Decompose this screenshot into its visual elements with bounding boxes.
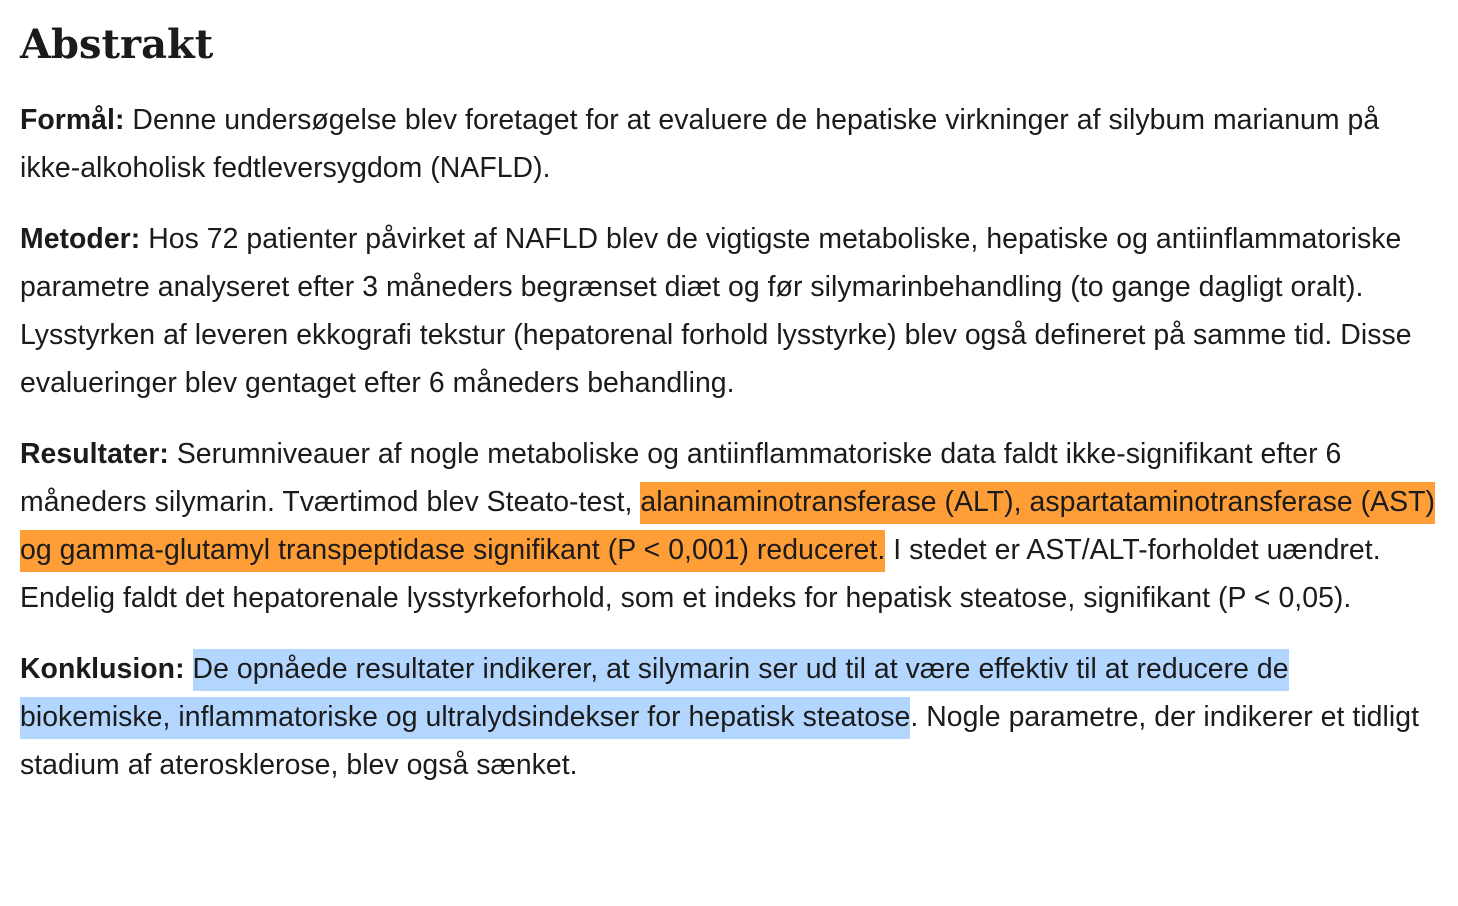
conclusion-text-after: . Nogle parametre, der indikerer et tidligt stadium af aterosklerose, blev også sænket. — [20, 701, 1420, 781]
results-label: Resultater: — [20, 438, 169, 470]
results-paragraph — [20, 430, 1445, 622]
purpose-paragraph — [20, 96, 1445, 192]
methods-text: Hos 72 patienter påvirket af NAFLD blev de vigtigste metaboliske, hepatiske og antiinflammatoriske parametre analyseret efter 3 måneders begrænset diæt og før silymarinbehandling (to gange dagligt oralt). Lysstyrken af leveren ekkografi tekstur (hepatorenal forhold lysstyrke) blev også defineret på samme tid. Disse evalueringer blev gentaget efter 6 måneders behandling. — [20, 223, 1412, 399]
purpose-text: Denne undersøgelse blev foretaget for at evaluere de hepatiske virkninger af silybum marianum på ikke-alkoholisk fedtleversygdom (NAFLD). — [20, 104, 1380, 184]
methods-paragraph — [20, 215, 1445, 407]
conclusion-paragraph — [20, 645, 1445, 789]
results-text-after: I stedet er AST/ALT-forholdet uændret. Endelig faldt det hepatorenale lysstyrkeforhold, som et indeks for hepatisk steatose, signifikant (P < 0,05). — [20, 534, 1381, 614]
conclusion-label: Konklusion: — [20, 653, 185, 685]
conclusion-selected-text[interactable]: De opnåede resultater indikerer, at silymarin ser ud til at være effektiv til at reducere de biokemiske, inflammatoriske og ultralydsindekser for hepatisk steatose — [20, 649, 1289, 739]
results-text-before: Serumniveauer af nogle metaboliske og antiinflammatoriske data faldt ikke-signifikant efter 6 måneders silymarin. Tværtimod blev Steato-test, — [20, 438, 1342, 518]
abstract-section — [20, 18, 1445, 812]
purpose-label: Formål: — [20, 104, 125, 136]
results-highlighted-text[interactable]: alaninaminotransferase (ALT), aspartataminotransferase (AST) og gamma-glutamyl transpeptidase signifikant (P < 0,001) reduceret. — [20, 482, 1435, 572]
abstract-heading: Abstrakt — [20, 21, 214, 68]
methods-label: Metoder: — [20, 223, 141, 255]
